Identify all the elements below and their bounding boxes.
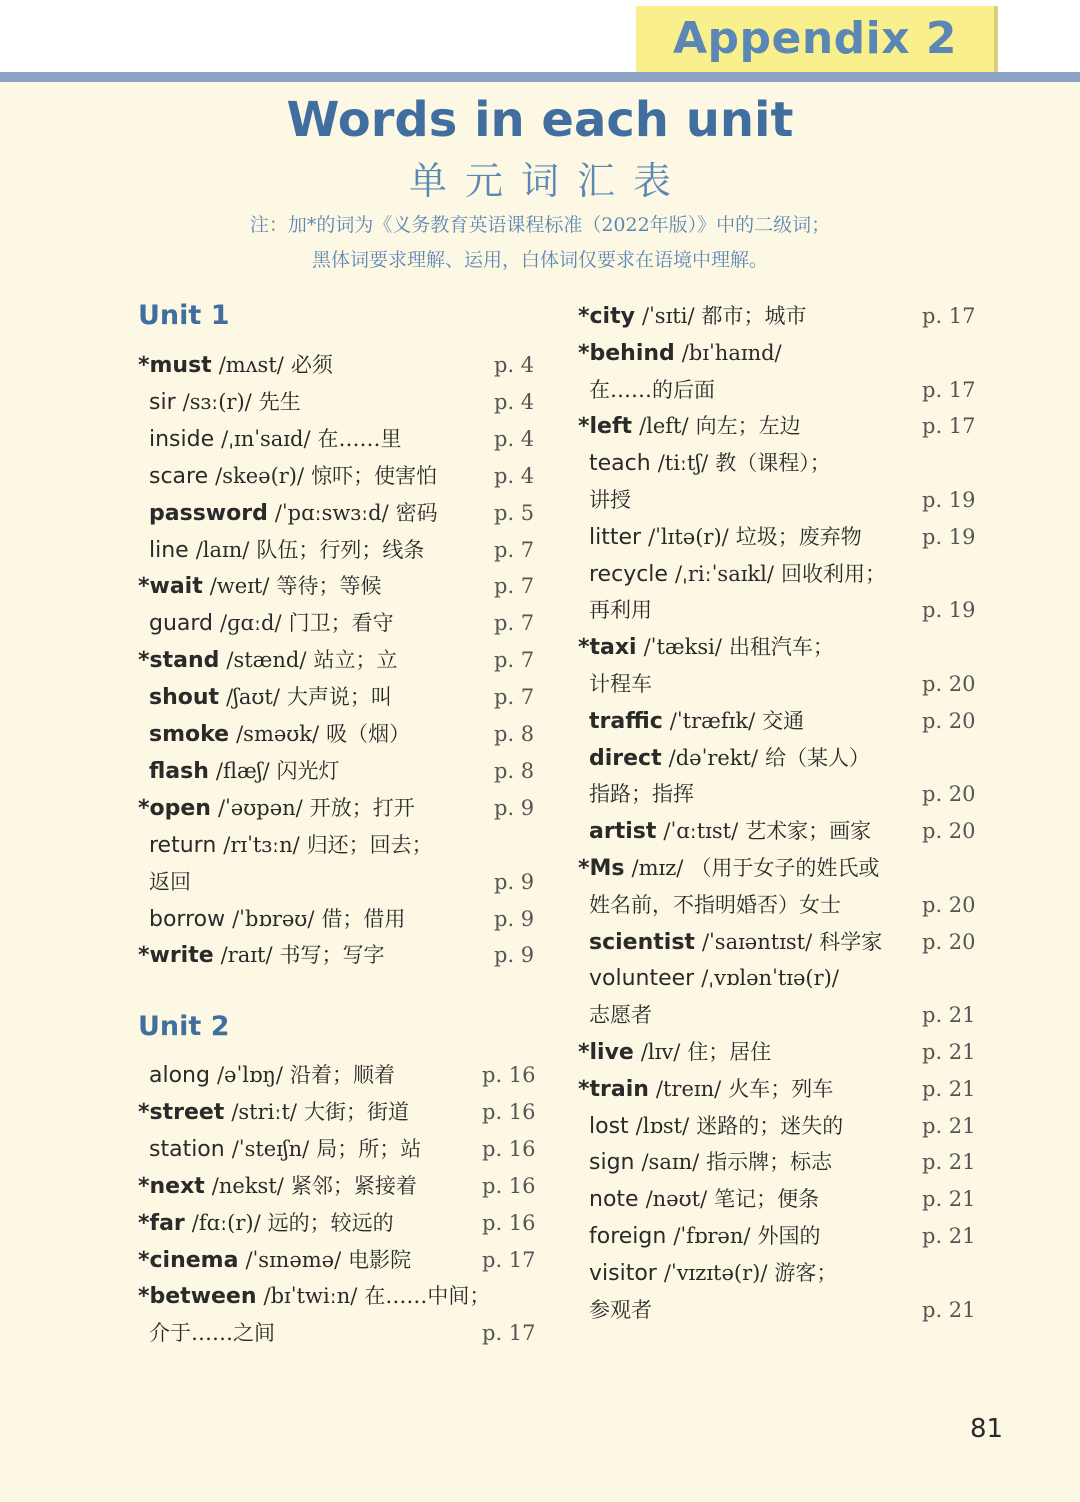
vocab-entry <box>589 556 886 592</box>
vocab-word: *Ms <box>578 856 625 881</box>
vocab-word: note <box>589 1187 639 1213</box>
vocab-entry <box>149 827 433 863</box>
vocab-phonetic: /ˈəʊpən/ <box>217 795 303 820</box>
vocab-page-ref: p. 20 <box>922 929 976 954</box>
vocab-page-ref: p. 5 <box>494 500 535 525</box>
vocab-phonetic: /raɪt/ <box>220 943 273 968</box>
vocab-meaning: 开放；打开 <box>309 795 415 820</box>
vocab-entry <box>589 1255 837 1291</box>
vocab-word: volunteer <box>589 966 695 992</box>
vocab-meaning: 迷路的；迷失的 <box>696 1113 844 1138</box>
vocab-entry <box>149 495 438 531</box>
vocab-page-ref: p. 20 <box>922 892 976 917</box>
vocab-entry <box>589 1218 820 1254</box>
vocab-meaning: 志愿者 <box>589 1003 652 1028</box>
vocab-page-ref: p. 19 <box>922 598 976 623</box>
vocab-phonetic: /lɪv/ <box>640 1040 681 1064</box>
vocab-phonetic: /ɡɑːd/ <box>220 611 282 636</box>
vocab-meaning: 借；借用 <box>321 906 406 931</box>
vocab-meaning: 必须 <box>290 353 333 377</box>
vocab-entry <box>589 519 862 555</box>
vocab-page-ref: p. 21 <box>922 1076 976 1101</box>
vocab-meaning: 出租汽车； <box>728 635 834 660</box>
vocab-phonetic: /ˌɪnˈsaɪd/ <box>221 426 311 451</box>
vocab-page-ref: p. 17 <box>482 1321 536 1346</box>
vocab-phonetic: /ˈvɪzɪtə(r)/ <box>663 1260 768 1285</box>
vocab-meaning: 计程车 <box>589 672 652 696</box>
vocab-word: visitor <box>589 1260 657 1286</box>
vocab-phonetic: /bɪˈhaɪnd/ <box>681 340 782 365</box>
vocab-meaning: 住；居住 <box>687 1040 772 1064</box>
vocab-phonetic: /ˌriːˈsaɪkl/ <box>674 561 774 586</box>
vocab-meaning: 都市；城市 <box>701 304 807 328</box>
appendix-tab: Appendix 2 <box>636 6 998 72</box>
vocab-entry <box>589 703 804 739</box>
vocab-phonetic: /ˈɑːtɪst/ <box>663 819 739 844</box>
vocab-word: station <box>149 1136 225 1162</box>
vocab-word: *train <box>578 1076 649 1102</box>
vocab-word: sir <box>149 389 176 415</box>
vocab-page-ref: p. 17 <box>482 1247 536 1272</box>
vocab-page-ref: p. 17 <box>922 414 976 439</box>
page-subtitle: 单元词汇表 <box>408 159 689 203</box>
vocab-entry <box>589 776 694 812</box>
vocab-word: *street <box>138 1099 225 1125</box>
vocab-meaning: 回收利用； <box>780 561 886 586</box>
vocab-meaning: 电影院 <box>348 1247 412 1272</box>
vocab-word: flash <box>149 758 209 784</box>
vocab-page-ref: p. 8 <box>494 722 535 746</box>
vocab-entry <box>149 864 191 900</box>
vocab-meaning: 指路；指挥 <box>589 782 694 807</box>
vocab-meaning: 向左；左边 <box>695 414 801 439</box>
vocab-entry <box>589 592 652 628</box>
vocab-phonetic: /əˈlɒŋ/ <box>216 1063 284 1087</box>
vocab-page-ref: p. 7 <box>494 685 535 710</box>
vocab-word: guard <box>149 611 214 637</box>
vocab-meaning: 讲授 <box>589 488 631 512</box>
vocab-page-ref: p. 9 <box>494 943 535 968</box>
vocab-entry <box>149 753 340 789</box>
vocab-phonetic: /treɪn/ <box>655 1076 722 1101</box>
vocab-word: recycle <box>589 561 668 587</box>
vocab-word: *stand <box>138 648 220 674</box>
vocab-page-ref: p. 17 <box>922 377 976 402</box>
vocab-entry <box>589 924 882 960</box>
vocab-entry <box>578 1034 771 1070</box>
vocab-phonetic: /laɪn/ <box>195 537 250 562</box>
note-line-1: 注：加*的词为《义务教育英语课程标准（2022年版）》中的二级词； <box>249 214 831 236</box>
vocab-word: along <box>149 1063 210 1088</box>
unit-2-heading: Unit 2 <box>138 1011 230 1042</box>
vocab-entry <box>589 1108 843 1144</box>
vocab-meaning: 先生 <box>258 389 301 414</box>
vocab-page-ref: p. 4 <box>494 389 535 414</box>
vocab-page-ref: p. 8 <box>494 758 535 783</box>
vocab-meaning: 门卫；看守 <box>288 611 394 636</box>
vocab-word: *live <box>578 1040 634 1065</box>
vocab-entry <box>138 347 333 383</box>
vocab-word: *must <box>138 353 212 378</box>
vocab-page-ref: p. 16 <box>482 1173 536 1198</box>
vocab-phonetic: /rɪˈtɜːn/ <box>223 832 300 857</box>
vocab-page-ref: p. 16 <box>482 1099 536 1124</box>
vocab-word: *next <box>138 1173 205 1199</box>
vocab-word: scientist <box>589 929 695 955</box>
vocab-phonetic: /lɒst/ <box>635 1113 690 1138</box>
vocab-phonetic: /sɜː(r)/ <box>182 389 252 414</box>
vocab-word: *behind <box>578 340 675 366</box>
vocab-phonetic: /ˈsɪnəmə/ <box>245 1247 342 1272</box>
vocab-entry <box>149 679 392 715</box>
vocab-phonetic: /fɑː(r)/ <box>191 1210 261 1235</box>
vocab-meaning: 吸（烟） <box>326 722 411 746</box>
vocab-phonetic: /left/ <box>639 414 689 439</box>
vocab-entry <box>589 813 871 849</box>
vocab-entry <box>149 1131 421 1167</box>
vocab-page-ref: p. 20 <box>922 708 976 733</box>
vocab-phonetic: /flæʃ/ <box>215 758 270 783</box>
vocab-meaning: 密码 <box>395 500 438 525</box>
vocab-meaning: 在……里 <box>317 426 402 451</box>
vocab-entry <box>138 1242 411 1278</box>
vocab-page-ref: p. 7 <box>494 537 535 562</box>
vocab-meaning: 局；所；站 <box>316 1136 422 1161</box>
vocab-meaning: 站立；立 <box>313 648 398 673</box>
vocab-phonetic: /ʃaʊt/ <box>226 685 280 710</box>
vocab-meaning: 游客； <box>774 1260 838 1285</box>
vocab-entry <box>589 445 831 481</box>
vocab-word: *left <box>578 414 633 440</box>
page-title: Words in each unit <box>286 92 794 148</box>
vocab-entry <box>589 997 652 1033</box>
vocab-phonetic: /ˈsteɪʃn/ <box>231 1136 310 1161</box>
vocab-entry <box>578 298 807 334</box>
vocab-page-ref: p. 9 <box>494 906 535 931</box>
vocab-page-ref: p. 9 <box>494 795 535 820</box>
vocab-phonetic: /nekst/ <box>211 1173 284 1198</box>
vocab-phonetic: /dəˈrekt/ <box>668 745 759 770</box>
vocab-word: inside <box>149 426 215 452</box>
vocab-phonetic: /ˈsɪti/ <box>641 304 695 328</box>
vocab-page-ref: p. 9 <box>494 869 535 894</box>
vocab-meaning: 参观者 <box>589 1297 652 1322</box>
vocab-entry <box>589 482 631 518</box>
vocab-page-ref: p. 19 <box>922 488 976 512</box>
vocab-entry <box>149 458 437 494</box>
vocab-page-ref: p. 20 <box>922 672 976 696</box>
vocab-entry <box>589 1292 652 1328</box>
page-number: 81 <box>970 1414 1004 1444</box>
vocab-entry <box>589 372 715 408</box>
vocab-word: shout <box>149 685 220 711</box>
note-line-2: 黑体词要求理解、运用，白体词仅要求在语境中理解。 <box>311 249 768 271</box>
vocab-entry <box>578 1071 833 1107</box>
vocab-page-ref: p. 17 <box>922 304 976 328</box>
vocab-entry <box>149 532 424 568</box>
vocab-entry <box>138 1094 409 1130</box>
vocab-entry <box>578 408 801 444</box>
vocab-meaning: 归还；回去； <box>306 832 433 857</box>
vocab-phonetic: /ˈpɑːswɜːd/ <box>274 500 389 525</box>
vocab-meaning: 垃圾；废弃物 <box>735 524 862 549</box>
vocab-word: line <box>149 537 189 563</box>
vocab-entry <box>149 605 394 641</box>
vocab-entry <box>138 937 385 973</box>
vocab-word: smoke <box>149 722 230 747</box>
vocab-word: lost <box>589 1113 629 1139</box>
header-rule <box>0 72 1080 82</box>
vocab-meaning: 大街；街道 <box>303 1099 409 1124</box>
vocab-entry <box>138 1168 417 1204</box>
vocab-meaning: 教（课程）； <box>715 451 831 476</box>
vocab-page-ref: p. 20 <box>922 819 976 844</box>
vocab-phonetic: /ˈbɒrəʊ/ <box>232 906 315 931</box>
vocab-entry <box>138 1205 394 1241</box>
vocab-meaning: 大声说；叫 <box>286 685 392 710</box>
vocab-meaning: 闪光灯 <box>276 758 340 783</box>
vocab-phonetic: /tiːtʃ/ <box>657 451 709 476</box>
vocab-entry <box>138 1278 490 1314</box>
vocab-entry <box>589 1144 832 1180</box>
vocab-meaning: 在……的后面 <box>589 377 715 402</box>
vocab-word: *between <box>138 1284 257 1310</box>
vocab-page-ref: p. 7 <box>494 611 535 636</box>
vocab-word: *write <box>138 943 214 969</box>
vocab-entry <box>149 901 405 937</box>
vocab-word: litter <box>589 524 642 550</box>
vocab-meaning: 交通 <box>762 708 805 733</box>
vocab-word: password <box>149 500 268 526</box>
vocab-entry <box>149 716 410 752</box>
vocab-page-ref: p. 7 <box>494 648 535 673</box>
vocab-word: *open <box>138 795 211 821</box>
vocab-page-ref: p. 4 <box>494 463 535 488</box>
vocab-meaning: 给（某人） <box>765 745 871 770</box>
vocab-word: *wait <box>138 574 203 600</box>
vocab-meaning: 队伍；行列；线条 <box>256 537 425 562</box>
vocab-meaning: 远的；较远的 <box>267 1210 394 1235</box>
vocab-phonetic: /ˈtæksi/ <box>643 635 722 660</box>
vocab-phonetic: /ˌvɒlənˈtɪə(r)/ <box>701 966 839 991</box>
unit-1-heading: Unit 1 <box>138 300 230 331</box>
vocab-meaning: 火车；列车 <box>728 1076 834 1101</box>
vocab-phonetic: /bɪˈtwiːn/ <box>263 1284 358 1309</box>
vocab-phonetic: /sməʊk/ <box>236 722 320 746</box>
vocab-meaning: 等待；等候 <box>276 574 382 599</box>
vocab-phonetic: /mɪz/ <box>631 856 684 880</box>
vocab-word: artist <box>589 819 657 845</box>
vocab-entry <box>589 960 839 996</box>
vocab-word: *cinema <box>138 1247 239 1273</box>
vocab-entry <box>589 740 870 776</box>
vocab-page-ref: p. 21 <box>922 1224 976 1248</box>
vocab-meaning: 沿着；顺着 <box>290 1063 396 1087</box>
vocab-entry <box>138 568 381 604</box>
vocab-entry <box>138 790 415 826</box>
vocab-page-ref: p. 4 <box>494 353 535 377</box>
vocab-meaning: 书写；写字 <box>279 943 385 968</box>
vocab-entry <box>578 335 782 371</box>
vocab-page-ref: p. 7 <box>494 574 535 599</box>
vocab-page-ref: p. 16 <box>482 1063 536 1087</box>
vocab-page-ref: p. 16 <box>482 1136 536 1161</box>
vocab-phonetic: /skeə(r)/ <box>215 463 305 488</box>
vocab-entry <box>149 1057 395 1093</box>
vocab-page-ref: p. 21 <box>922 1003 976 1028</box>
vocab-phonetic: /ˈfɒrən/ <box>673 1224 751 1248</box>
vocab-phonetic: /ˈlɪtə(r)/ <box>648 524 729 549</box>
vocab-entry <box>589 666 652 702</box>
vocab-meaning: 返回 <box>149 869 191 894</box>
vocab-entry <box>589 887 841 923</box>
vocab-entry <box>149 1315 275 1351</box>
vocab-meaning: 惊吓；使害怕 <box>311 463 438 488</box>
vocab-word: teach <box>589 451 651 477</box>
vocab-phonetic: /striːt/ <box>231 1099 297 1124</box>
vocab-page-ref: p. 4 <box>494 426 535 451</box>
vocab-page-ref: p. 20 <box>922 782 976 807</box>
vocab-page-ref: p. 21 <box>922 1297 976 1322</box>
vocab-phonetic: /saɪn/ <box>641 1150 700 1175</box>
vocab-entry <box>138 642 397 678</box>
vocab-word: scare <box>149 463 209 489</box>
vocab-meaning: 介于……之间 <box>149 1321 275 1346</box>
vocab-page-ref: p. 21 <box>922 1040 976 1064</box>
vocab-word: sign <box>589 1150 635 1176</box>
vocab-word: foreign <box>589 1224 667 1249</box>
vocab-meaning: 艺术家；画家 <box>745 819 872 844</box>
vocab-meaning: 外国的 <box>757 1224 821 1248</box>
vocab-page-ref: p. 21 <box>922 1150 976 1175</box>
vocab-word: direct <box>589 745 662 771</box>
vocab-phonetic: /ˈtræfɪk/ <box>669 708 756 733</box>
vocab-meaning: 指示牌；标志 <box>706 1150 833 1175</box>
vocab-meaning: （用于女子的姓氏或 <box>690 856 880 880</box>
vocab-meaning: 笔记；便条 <box>714 1187 820 1212</box>
vocab-meaning: 紧邻；紧接着 <box>290 1173 417 1198</box>
vocab-entry <box>149 421 402 457</box>
vocab-page-ref: p. 19 <box>922 524 976 549</box>
vocab-phonetic: /ˈsaɪəntɪst/ <box>701 929 813 954</box>
vocab-phonetic: /mʌst/ <box>218 353 284 377</box>
vocab-meaning: 再利用 <box>589 598 652 623</box>
vocab-entry <box>149 384 301 420</box>
vocab-entry <box>578 629 834 665</box>
vocab-word: traffic <box>589 708 663 734</box>
vocab-entry <box>589 1181 819 1217</box>
vocab-word: *city <box>578 304 635 329</box>
vocab-phonetic: /stænd/ <box>226 648 307 673</box>
vocab-meaning: 在……中间； <box>364 1284 491 1309</box>
vocab-word: return <box>149 832 217 858</box>
vocab-phonetic: /weɪt/ <box>209 574 270 599</box>
vocab-entry <box>578 850 879 886</box>
vocab-word: *taxi <box>578 635 637 661</box>
vocab-page-ref: p. 21 <box>922 1187 976 1212</box>
vocab-page-ref: p. 16 <box>482 1210 536 1235</box>
vocab-word: borrow <box>149 906 226 932</box>
vocab-phonetic: /nəʊt/ <box>645 1187 708 1212</box>
vocab-page-ref: p. 21 <box>922 1113 976 1138</box>
vocab-meaning: 姓名前，不指明婚否）女士 <box>589 892 841 917</box>
vocab-meaning: 科学家 <box>819 929 883 954</box>
vocab-word: *far <box>138 1210 185 1236</box>
